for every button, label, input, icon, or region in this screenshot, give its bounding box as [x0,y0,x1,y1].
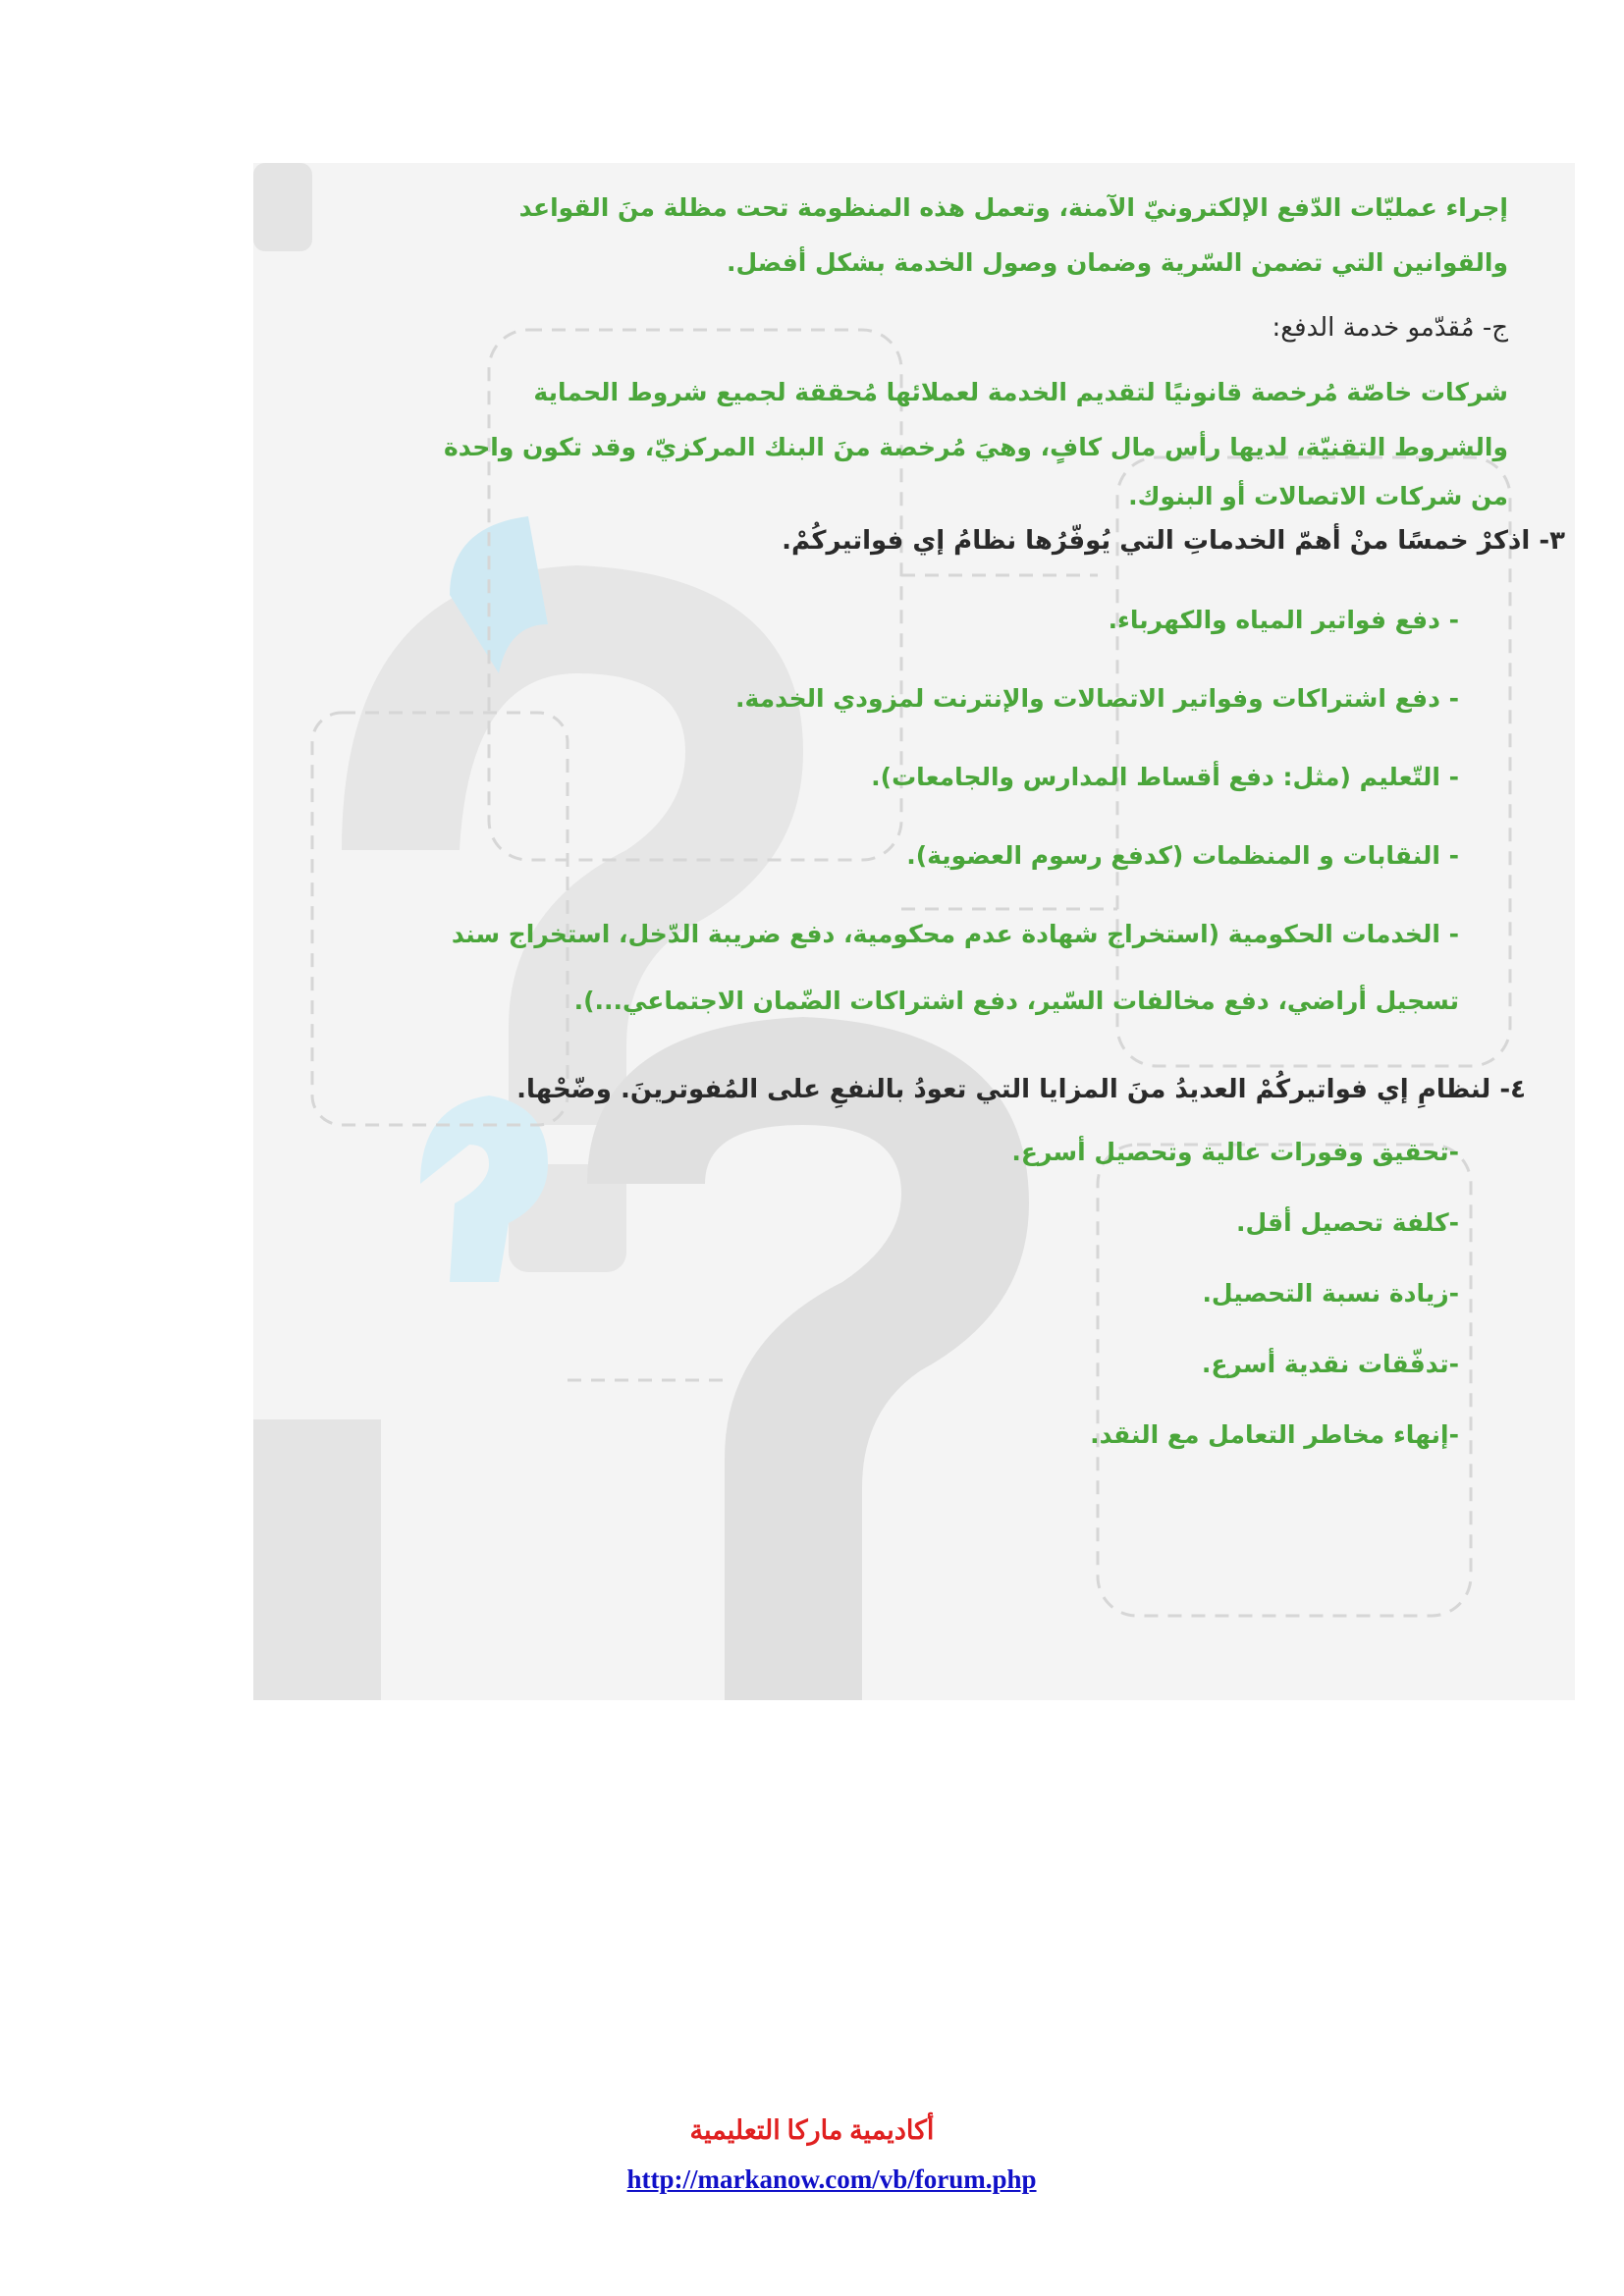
list-item: - النقابات و المنظمات (كدفع رسوم العضوية). [906,841,1459,870]
paragraph-2-line-1: شركات خاصّة مُرخصة قانونيًا لتقديم الخدمة لعملائها مُحققة لجميع شروط الحماية [533,378,1508,406]
paragraph-2-line-2: والشروط التقنيّة، لديها رأس مال كافٍ، وهيَ مُرخصة منَ البنك المركزيّ، وقد تكون واحدة [444,433,1508,461]
list-item: - دفع فواتير المياه والكهرباء. [1108,606,1459,634]
question-4-answer-list [310,1117,1508,1470]
list-item: - التّعليم (مثل: دفع أقساط المدارس والجامعات). [871,763,1459,791]
list-item: -إنهاء مخاطر التعامل مع النقد. [1090,1420,1459,1449]
list-item-continued: تسجيل أراضي، دفع مخالفات السّير، دفع اشتراكات الضّمان الاجتماعي...). [573,987,1459,1015]
question-3-title: ٣- اذكرْ خمسًا منْ أهمّ الخدماتِ التي يُوفّرُها نظامُ إي فواتيركُمْ. [782,526,1565,556]
footer-forum-link[interactable]: http://markanow.com/vb/forum.php [626,2164,1037,2194]
paragraph-1-line-1: إجراء عمليّات الدّفع الإلكترونيّ الآمنة، وتعمل هذه المنظومة تحت مظلة منَ القواعد [518,193,1508,222]
list-item: -تحقيق وفورات عالية وتحصيل أسرع. [1011,1138,1459,1166]
list-item: - دفع اشتراكات وفواتير الاتصالات والإنترنت لمزودي الخدمة. [735,684,1459,713]
footer-academy-name: أكاديمية ماركا التعليمية [689,2115,935,2145]
list-item: -كلفة تحصيل أقل. [1236,1208,1459,1237]
list-item: - الخدمات الحكومية (استخراج شهادة عدم محكومية، دفع ضريبة الدّخل، استخراج سند [451,920,1459,948]
question-4-title: ٤- لنظامِ إي فواتيركُمْ العديدُ منَ المزايا التي تعودُ بالنفعِ على المُفوترينَ. وضّحْها. [516,1075,1526,1104]
textbook-page-panel [253,163,1575,1700]
list-item: -تدفّقات نقدية أسرع. [1201,1350,1459,1378]
list-item: -زيادة نسبة التحصيل. [1202,1279,1459,1308]
paragraph-1-line-2: والقوانين التي تضمن السّرية وضمان وصول الخدمة بشكل أفضل. [726,248,1508,277]
page-content [310,181,1565,1470]
question-3-answer-list [310,581,1508,1029]
paragraph-2-line-3: من شركات الاتصالات أو البنوك. [1128,482,1508,510]
subheading-payment-providers: ج- مُقدّمو خدمة الدفع: [1272,313,1508,343]
